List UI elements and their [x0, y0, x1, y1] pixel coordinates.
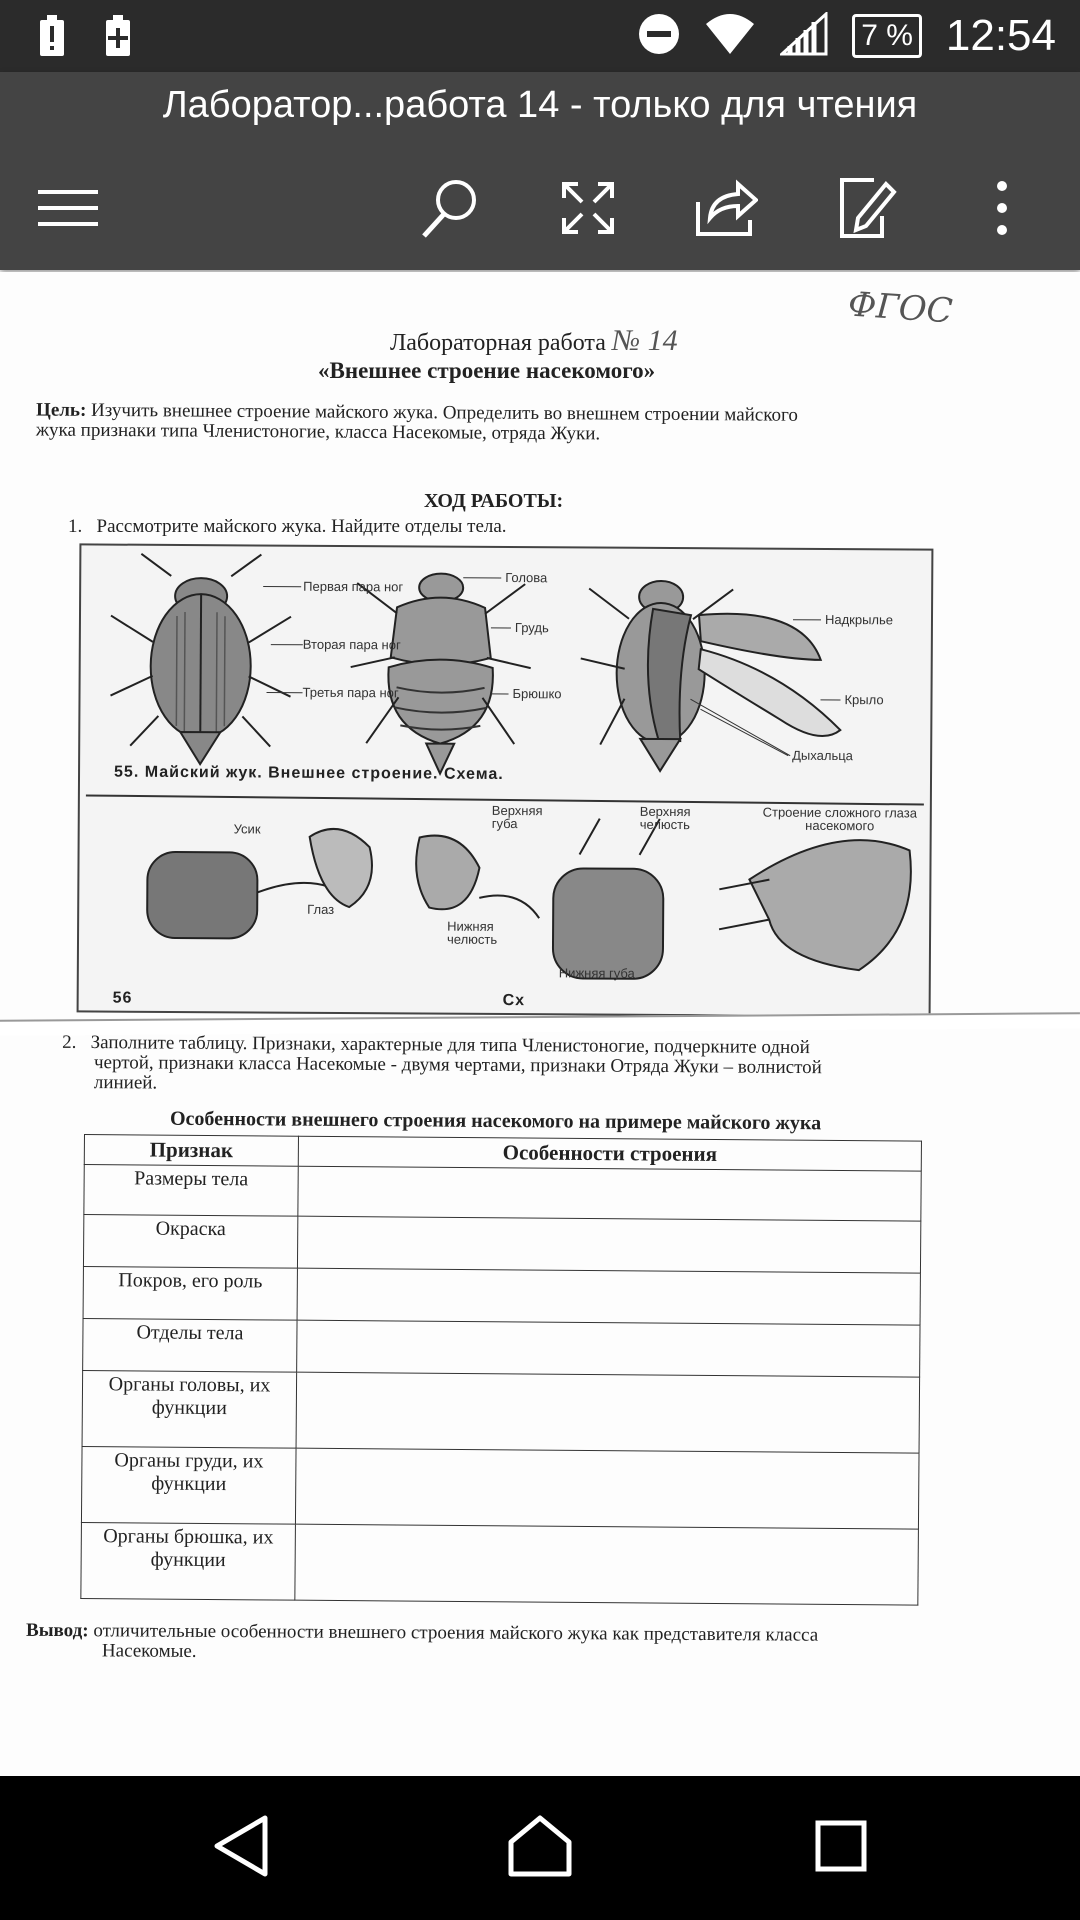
do-not-disturb-icon [638, 13, 680, 60]
figure-caption-56-tail: Сх [502, 991, 526, 1010]
menu-button[interactable] [28, 168, 108, 248]
battery-percent: 7 % [852, 14, 922, 58]
app-bar [0, 72, 1080, 270]
more-options-button[interactable] [962, 168, 1042, 248]
label-abdomen: Брюшко [512, 686, 562, 702]
label-upper-lip: Верхняя губа [491, 802, 543, 832]
cell-signal-icon [780, 12, 828, 61]
label-leg2: Вторая пара ног [302, 636, 401, 653]
figure-caption-55: 55. Майский жук. Внешнее строение. Схема. [113, 763, 504, 783]
table-row [81, 1522, 919, 1605]
table-row [84, 1165, 921, 1222]
handwritten-number: № 14 [611, 324, 678, 357]
row-label: Органы головы, их функции [82, 1370, 297, 1448]
row-value-cell[interactable] [295, 1524, 919, 1605]
label-leg3: Третья пара ног [302, 684, 399, 701]
share-button[interactable] [686, 168, 766, 248]
more-vert-icon [992, 180, 1012, 236]
fullscreen-button[interactable] [548, 168, 628, 248]
document-page[interactable] [0, 272, 1080, 1776]
status-bar [0, 0, 1080, 72]
back-button[interactable] [186, 1796, 296, 1896]
beetle-bottom-view [350, 573, 531, 774]
row-value-cell[interactable] [297, 1216, 920, 1273]
procedure-heading: ХОД РАБОТЫ: [424, 490, 564, 512]
beetle-head-parts [147, 816, 911, 981]
figure-caption-56: 56 [112, 989, 133, 1007]
table-title: Особенности внешнего строения насекомого на примере майского жука [169, 1107, 822, 1135]
battery-charging-icon [104, 14, 132, 63]
document-title: Лаборатор...работа 14 - только для чтения [162, 84, 918, 126]
label-head: Голова [505, 569, 548, 586]
edit-button[interactable] [828, 168, 908, 248]
row-value-cell[interactable] [298, 1166, 921, 1221]
wifi-icon [704, 12, 756, 61]
row-label: Органы брюшка, их функции [81, 1522, 296, 1600]
table-row [81, 1446, 919, 1529]
row-value-cell[interactable] [297, 1320, 920, 1377]
clock: 12:54 [945, 11, 1056, 60]
row-value-cell[interactable] [295, 1448, 919, 1529]
lab-subtitle: «Внешнее строение насекомого» [318, 358, 656, 383]
battery-alert-icon [38, 14, 66, 63]
label-antenna: Усик [233, 821, 261, 837]
table-row [83, 1215, 920, 1274]
search-button[interactable] [410, 168, 490, 248]
label-leg1: Первая пара ног [303, 578, 404, 595]
conclusion: Вывод: отличительные особенности внешнего строения майского жука как представителя класса Насекомые. [26, 1619, 819, 1662]
row-value-cell[interactable] [297, 1268, 920, 1325]
table-row [83, 1318, 920, 1377]
home-button[interactable] [485, 1796, 595, 1896]
table-header: Особенности строения [298, 1136, 921, 1171]
label-eye: Глаз [307, 901, 335, 917]
beetle-top-view [110, 554, 291, 765]
share-icon [694, 178, 758, 238]
label-elytra: Надкрылье [824, 611, 894, 628]
step2: 2. Заполните таблицу. Признаки, характерные для типа Членистоногие, подчеркните одной чертой, признаки класса Насекомые - двумя чертами, признаки Отряда Жуки – волнистой линией. [62, 1031, 822, 1094]
edit-document-icon [838, 176, 898, 240]
label-thorax: Грудь [514, 620, 549, 636]
home-icon [507, 1814, 573, 1878]
beetle-figure [77, 543, 934, 1017]
search-icon [418, 176, 482, 240]
hamburger-icon [36, 188, 100, 228]
table-row [82, 1370, 920, 1453]
label-compound-eye: Строение сложного глаза насекомого [762, 804, 918, 834]
lab-heading: Лабораторная работа № 14 [390, 324, 678, 357]
features-table [80, 1134, 922, 1606]
row-label: Размеры тела [84, 1165, 298, 1217]
label-upper-jaw: Верхняя челюсть [639, 803, 691, 833]
label-spiracles: Дыхальца [792, 747, 853, 764]
expand-icon [560, 180, 616, 236]
beetle-wings-view [580, 580, 841, 772]
goal-paragraph: Цель: Изучить внешнее строение майского жука. Определить во внешнем строении майского жука признаки типа Членистоногие, класса Насекомые, отряда Жуки. [35, 399, 798, 445]
label-lower-jaw: Нижняя челюсть [446, 918, 498, 947]
table-header: Признак [84, 1135, 298, 1167]
label-lower-lip: Нижняя губа [558, 965, 635, 981]
row-label: Окраска [83, 1215, 297, 1269]
back-triangle-icon [211, 1814, 271, 1878]
step1: 1. Рассмотрите майского жука. Найдите отделы тела. [68, 516, 507, 537]
recents-button[interactable] [786, 1796, 896, 1896]
recents-square-icon [814, 1819, 868, 1873]
table-row [83, 1266, 920, 1325]
navigation-bar [0, 1776, 1080, 1920]
row-label: Покров, его роль [83, 1266, 297, 1320]
row-label: Органы груди, их функции [81, 1446, 296, 1524]
handwritten-note: ФГОС [846, 284, 954, 332]
row-value-cell[interactable] [296, 1372, 920, 1453]
row-label: Отделы тела [83, 1318, 297, 1372]
label-wing: Крыло [844, 692, 884, 708]
